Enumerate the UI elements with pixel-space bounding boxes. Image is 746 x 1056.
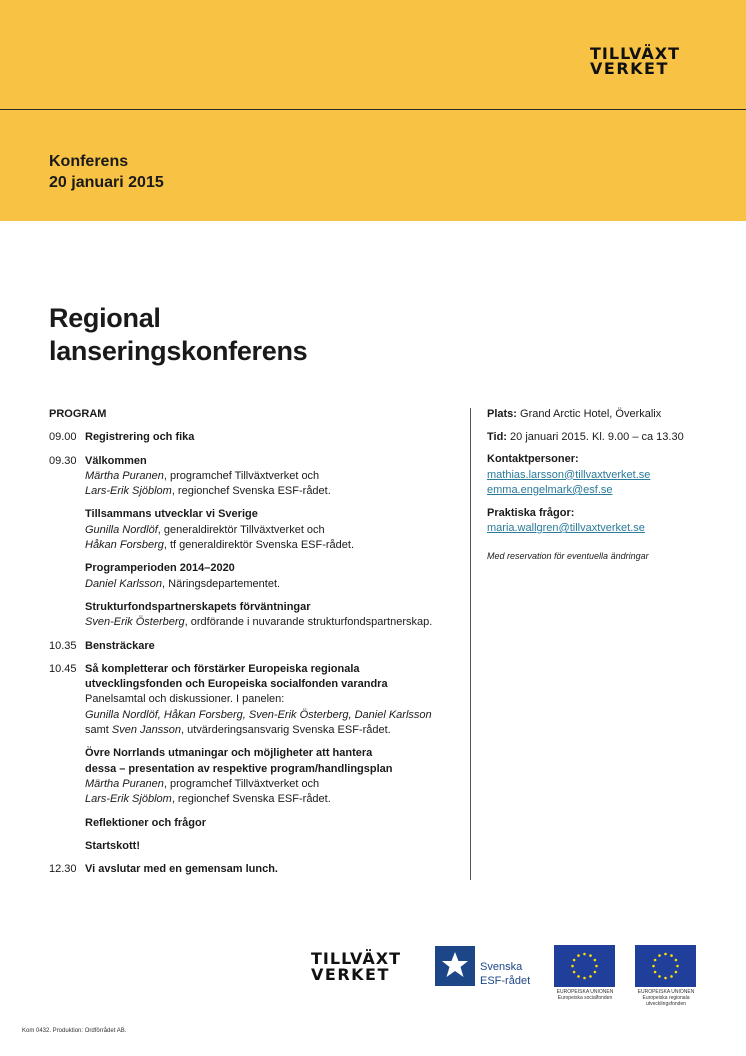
speaker-name: Märtha Puranen [85, 469, 164, 482]
item-time: 10.35 [49, 639, 77, 652]
title-line-1: Regional [49, 303, 161, 333]
place-value: Grand Arctic Hotel, Överkalix [516, 408, 662, 420]
speaker-name: Märtha Puranen [85, 777, 164, 790]
speaker-role: , programchef Tillväxtverket och [163, 777, 320, 790]
speaker-line [85, 777, 449, 792]
eu-caption-2 [635, 989, 697, 1007]
speaker-line [85, 792, 449, 807]
tillvaxtverket-logo-bottom [311, 951, 401, 983]
speaker-name: Daniel Karlsson [85, 577, 163, 590]
logo-line-2: VERKET [590, 59, 669, 78]
place-line [487, 407, 737, 423]
page-title [49, 302, 307, 368]
practical-block [487, 506, 737, 537]
tillvaxtverket-logo [590, 46, 680, 77]
item-title: Programperioden 2014–2020 [85, 562, 235, 575]
program-item-welcome [49, 454, 449, 500]
program-item-reflections: Reflektioner och frågor [85, 816, 207, 829]
event-label [49, 151, 164, 193]
item-title: utvecklingsfonden och Europeiska socialfonden varandra [85, 678, 388, 691]
speaker-role: , Näringsdepartementet. [162, 577, 281, 590]
program-item-break [49, 639, 449, 654]
speaker-line [85, 538, 449, 553]
speaker-line [85, 723, 449, 738]
title-line-2: lanseringskonferens [49, 336, 308, 366]
logo-line-1: TILLVÄXT [590, 44, 680, 63]
item-title: Tillsammans utvecklar vi Sverige [85, 508, 258, 521]
time-value: 20 januari 2015. Kl. 9.00 – ca 13.30 [506, 430, 684, 443]
eu-flag-icon [554, 945, 615, 987]
speaker-role: , programchef Tillväxtverket och [163, 469, 320, 482]
time-label: Tid: [487, 430, 507, 443]
speaker-line [85, 484, 449, 499]
eu-caption-line: utvecklingsfonden [645, 1001, 687, 1007]
program-item-panel [49, 662, 449, 738]
item-title: Övre Norrlands utmaningar och möjligheter att hantera [85, 747, 373, 760]
speaker-role: , regionchef Svenska ESF-rådet. [171, 485, 331, 498]
speaker-name: Gunilla Nordlöf [85, 523, 158, 536]
eu-caption-line: EUROPEISKA UNIONEN [556, 989, 614, 995]
eu-caption-line: EUROPEISKA UNIONEN [637, 989, 695, 995]
reservation-note: Med reservation för eventuella ändringar [487, 550, 649, 561]
program-item-period [85, 561, 449, 592]
speaker-line [85, 615, 449, 630]
item-title: Så kompletterar och förstärker Europeiska regionala [85, 662, 360, 675]
program-heading: PROGRAM [49, 408, 107, 420]
event-type: Konferens [49, 153, 129, 170]
speaker-role: , generaldirektör Tillväxtverket och [157, 523, 325, 536]
eu-caption-line: Europeiska socialfonden [557, 995, 613, 1001]
speaker-role: , regionchef Svenska ESF-rådet. [171, 793, 331, 806]
eu-caption-line: Europeiska regionala [642, 995, 690, 1001]
item-title: dessa – presentation av respektive program/handlingsplan [85, 762, 393, 775]
item-title: Strukturfondspartnerskapets förväntningar [85, 600, 311, 613]
practical-email-link[interactable]: maria.wallgren@tillvaxtverket.se [487, 522, 645, 534]
item-title: Registrering och fika [85, 431, 195, 444]
speaker-name: Lars-Erik Sjöblom [85, 485, 172, 498]
esf-star-icon [435, 946, 475, 986]
logo-line-1: TILLVÄXT [311, 949, 401, 968]
item-title: Bensträckare [85, 639, 155, 652]
eu-flag-icon [635, 945, 696, 987]
program-item-kickoff: Startskott! [85, 839, 141, 852]
item-time: 12.30 [49, 863, 77, 876]
item-title: Vi avslutar med en gemensam lunch. [85, 863, 278, 876]
item-time: 10.45 [49, 662, 77, 675]
program-item-norrland [85, 746, 449, 807]
item-time: 09.30 [49, 454, 77, 467]
practical-label: Praktiska frågor: [487, 506, 575, 519]
header-divider [0, 109, 746, 110]
info-column [487, 407, 737, 571]
program-item-together [85, 507, 449, 553]
contacts-block [487, 452, 737, 499]
logo-line-2: VERKET [311, 965, 390, 984]
program-item-registration [49, 430, 449, 445]
speaker-name: Håkan Forsberg [85, 539, 164, 552]
contact-email-link[interactable]: mathias.larsson@tillvaxtverket.se [487, 468, 651, 481]
panel-names: Gunilla Nordlöf, Håkan Forsberg, Sven-Erik Österberg, Daniel Karlsson [85, 708, 432, 721]
item-title: Välkommen [85, 454, 147, 467]
place-label: Plats: [487, 408, 517, 420]
column-divider [470, 408, 471, 880]
speaker-line [85, 523, 449, 538]
esf-wordmark [480, 960, 530, 988]
speaker-line [85, 469, 449, 484]
time-line [487, 430, 737, 446]
production-footer: Kom 0432. Produktion: Ordförrådet AB. [22, 1028, 127, 1034]
program-column [49, 407, 449, 885]
speaker-role: , utvärderingsansvarig Svenska ESF-rådet. [181, 724, 391, 737]
contacts-label: Kontaktpersoner: [487, 453, 579, 465]
panel-description: Panelsamtal och diskussioner. I panelen: [85, 693, 285, 706]
esf-line-2: ESF-rådet [480, 975, 531, 987]
speaker-name: Sven-Erik Österberg [85, 616, 185, 629]
speaker-name: Lars-Erik Sjöblom [85, 793, 172, 806]
item-time: 09.00 [49, 431, 77, 444]
esf-line-1: Svenska [480, 961, 523, 973]
eu-caption-1 [554, 989, 616, 1001]
speaker-name: Sven Jansson [111, 724, 182, 737]
event-date: 20 januari 2015 [49, 174, 164, 191]
panel-samt: samt [85, 724, 112, 737]
speaker-role: , ordförande i nuvarande strukturfondspartnerskap. [184, 616, 433, 629]
contact-email-link[interactable]: emma.engelmark@esf.se [487, 484, 613, 496]
speaker-line [85, 577, 449, 592]
speaker-role: , tf generaldirektör Svenska ESF-rådet. [163, 539, 355, 552]
program-item-lunch [49, 862, 449, 877]
program-item-expectations [85, 600, 449, 631]
